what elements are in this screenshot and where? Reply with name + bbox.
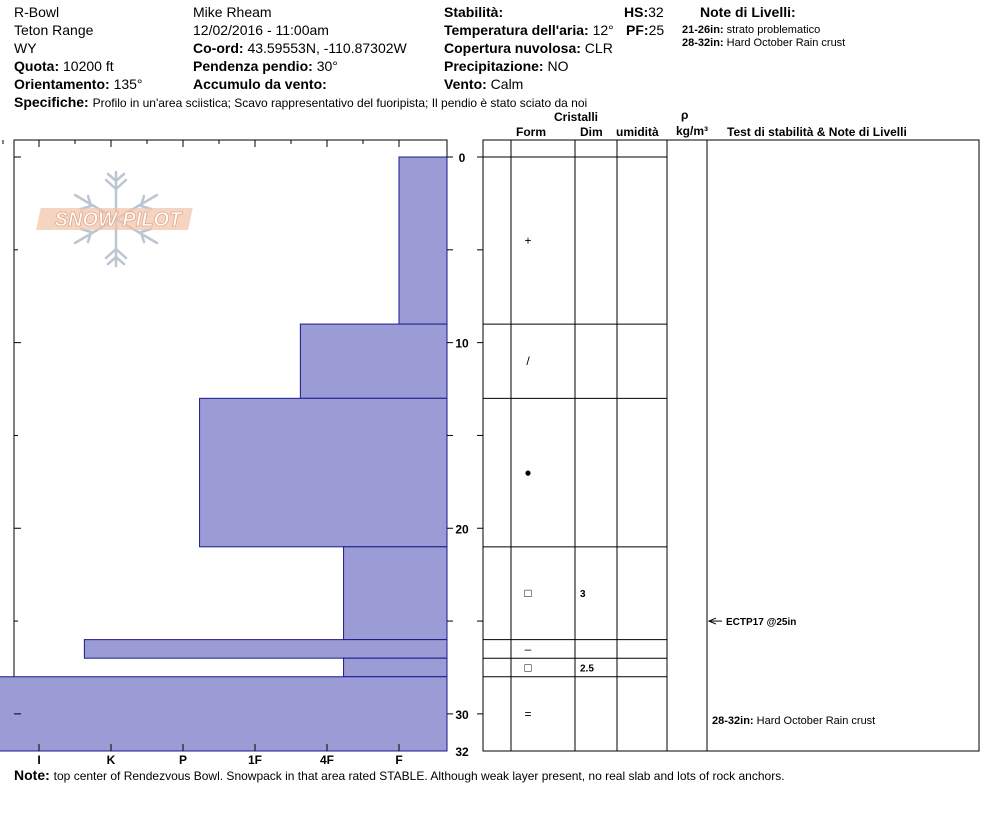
- moisture-header: umidità: [616, 125, 659, 139]
- cloud-label: Copertura nuvolosa:: [444, 40, 581, 56]
- layer-note-in-column: [712, 715, 875, 727]
- hardness-label: K: [106, 753, 116, 767]
- depth-label: 0: [458, 151, 466, 165]
- hardness-bar-6: [0, 677, 447, 751]
- observer: Mike Rheam: [193, 4, 272, 20]
- specifics-value: Profilo in un'area sciistica; Scavo rappresentativo del fuoripista; Il pendio è stato sciato da noi: [92, 96, 588, 110]
- slope-value: 30°: [316, 58, 338, 74]
- note-text: Hard October Rain crust: [756, 714, 876, 727]
- crystals-header: Cristalli: [554, 110, 599, 124]
- layer-form: +: [524, 233, 532, 248]
- depth-label: 30: [455, 707, 469, 722]
- layer-form: ●: [524, 465, 532, 480]
- logo-text: SNOW PILOT: [54, 209, 182, 231]
- precip-value: NO: [547, 58, 569, 74]
- location-name: R-Bowl: [14, 4, 60, 20]
- layer-notes-title: Note di Livelli:: [700, 4, 796, 20]
- hardness-bars: [0, 157, 447, 751]
- depth-label: 10: [455, 336, 469, 351]
- hardness-bar-5: [344, 658, 447, 677]
- size-header: Dim: [580, 125, 603, 139]
- depth-label: 32: [455, 745, 469, 759]
- hardness-label: P: [178, 753, 188, 767]
- test-label: ECTP17 @25in: [726, 617, 797, 629]
- layer-note-2-text: Hard October Rain crust: [726, 37, 846, 49]
- coord-value: 43.59553N, -110.87302W: [247, 40, 407, 56]
- note-range: 28-32in:: [712, 714, 757, 727]
- wind-loading-label: Accumulo da vento:: [193, 76, 327, 92]
- pf-value: 25: [648, 22, 665, 38]
- layer-form: /: [526, 354, 530, 369]
- layer-note-1-range: 21-26in:: [682, 24, 724, 36]
- depth-label: 20: [455, 522, 469, 537]
- air-temp-value: 12°: [592, 22, 614, 38]
- specifics-label: Specifiche:: [14, 94, 89, 110]
- tests-header: Test di stabilità & Note di Livelli: [727, 125, 907, 139]
- wind-value: Calm: [490, 76, 524, 92]
- rho-header: ρ: [681, 108, 689, 122]
- slope-label: Pendenza pendio:: [193, 58, 313, 74]
- layer-size: 2.5: [580, 663, 594, 675]
- layer-form: □: [524, 586, 532, 601]
- stability-label: Stabilità:: [444, 4, 504, 20]
- pf-label: PF:: [626, 22, 649, 38]
- hardness-bar-3: [344, 547, 447, 640]
- hardness-label: I: [37, 753, 41, 767]
- hs-value: 32: [648, 4, 664, 20]
- wind-label: Vento:: [444, 76, 487, 92]
- hardness-label: F: [395, 753, 403, 767]
- snowpilot-logo: [36, 172, 193, 266]
- hardness-bar-0: [399, 157, 447, 324]
- hardness-bar-4: [84, 640, 447, 659]
- mountain-range: Teton Range: [14, 22, 94, 38]
- hardness-bar-2: [200, 398, 447, 547]
- precip-label: Precipitazione:: [444, 58, 544, 74]
- layer-note-1-text: strato problematico: [726, 24, 821, 36]
- hardness-label: 1F: [247, 753, 263, 767]
- footer-note: [14, 767, 785, 783]
- cloud-value: CLR: [584, 40, 613, 56]
- layer-form: □: [524, 660, 532, 675]
- layer-form: =: [524, 706, 532, 721]
- footer-note-text: top center of Rendezvous Bowl. Snowpack in that area rated STABLE. Although weak layer present, no real slab and lots of rock anchors.: [53, 769, 785, 783]
- hardness-label: 4F: [319, 753, 335, 767]
- datetime: 12/02/2016 - 11:00am: [193, 22, 329, 38]
- form-header: Form: [516, 125, 546, 139]
- layer-note-2-range: 28-32in:: [682, 37, 724, 49]
- layer-size: 3: [580, 589, 586, 601]
- elevation-value: 10200 ft: [63, 58, 114, 74]
- hs-label: HS:: [624, 4, 649, 20]
- coord-label: Co-ord:: [193, 40, 244, 56]
- state: WY: [14, 40, 37, 56]
- density-header: kg/m³: [676, 124, 709, 138]
- elevation-label: Quota:: [14, 58, 60, 74]
- layer-table-frame: [483, 140, 979, 751]
- aspect-value: 135°: [113, 76, 143, 92]
- hardness-x-labels: [37, 753, 402, 767]
- aspect-label: Orientamento:: [14, 76, 110, 92]
- layer-form: –: [524, 641, 532, 656]
- air-temp-label: Temperatura dell'aria:: [444, 22, 589, 38]
- footer-note-label: Note:: [14, 767, 50, 783]
- stability-tests: [709, 617, 875, 727]
- hardness-bar-1: [300, 324, 447, 398]
